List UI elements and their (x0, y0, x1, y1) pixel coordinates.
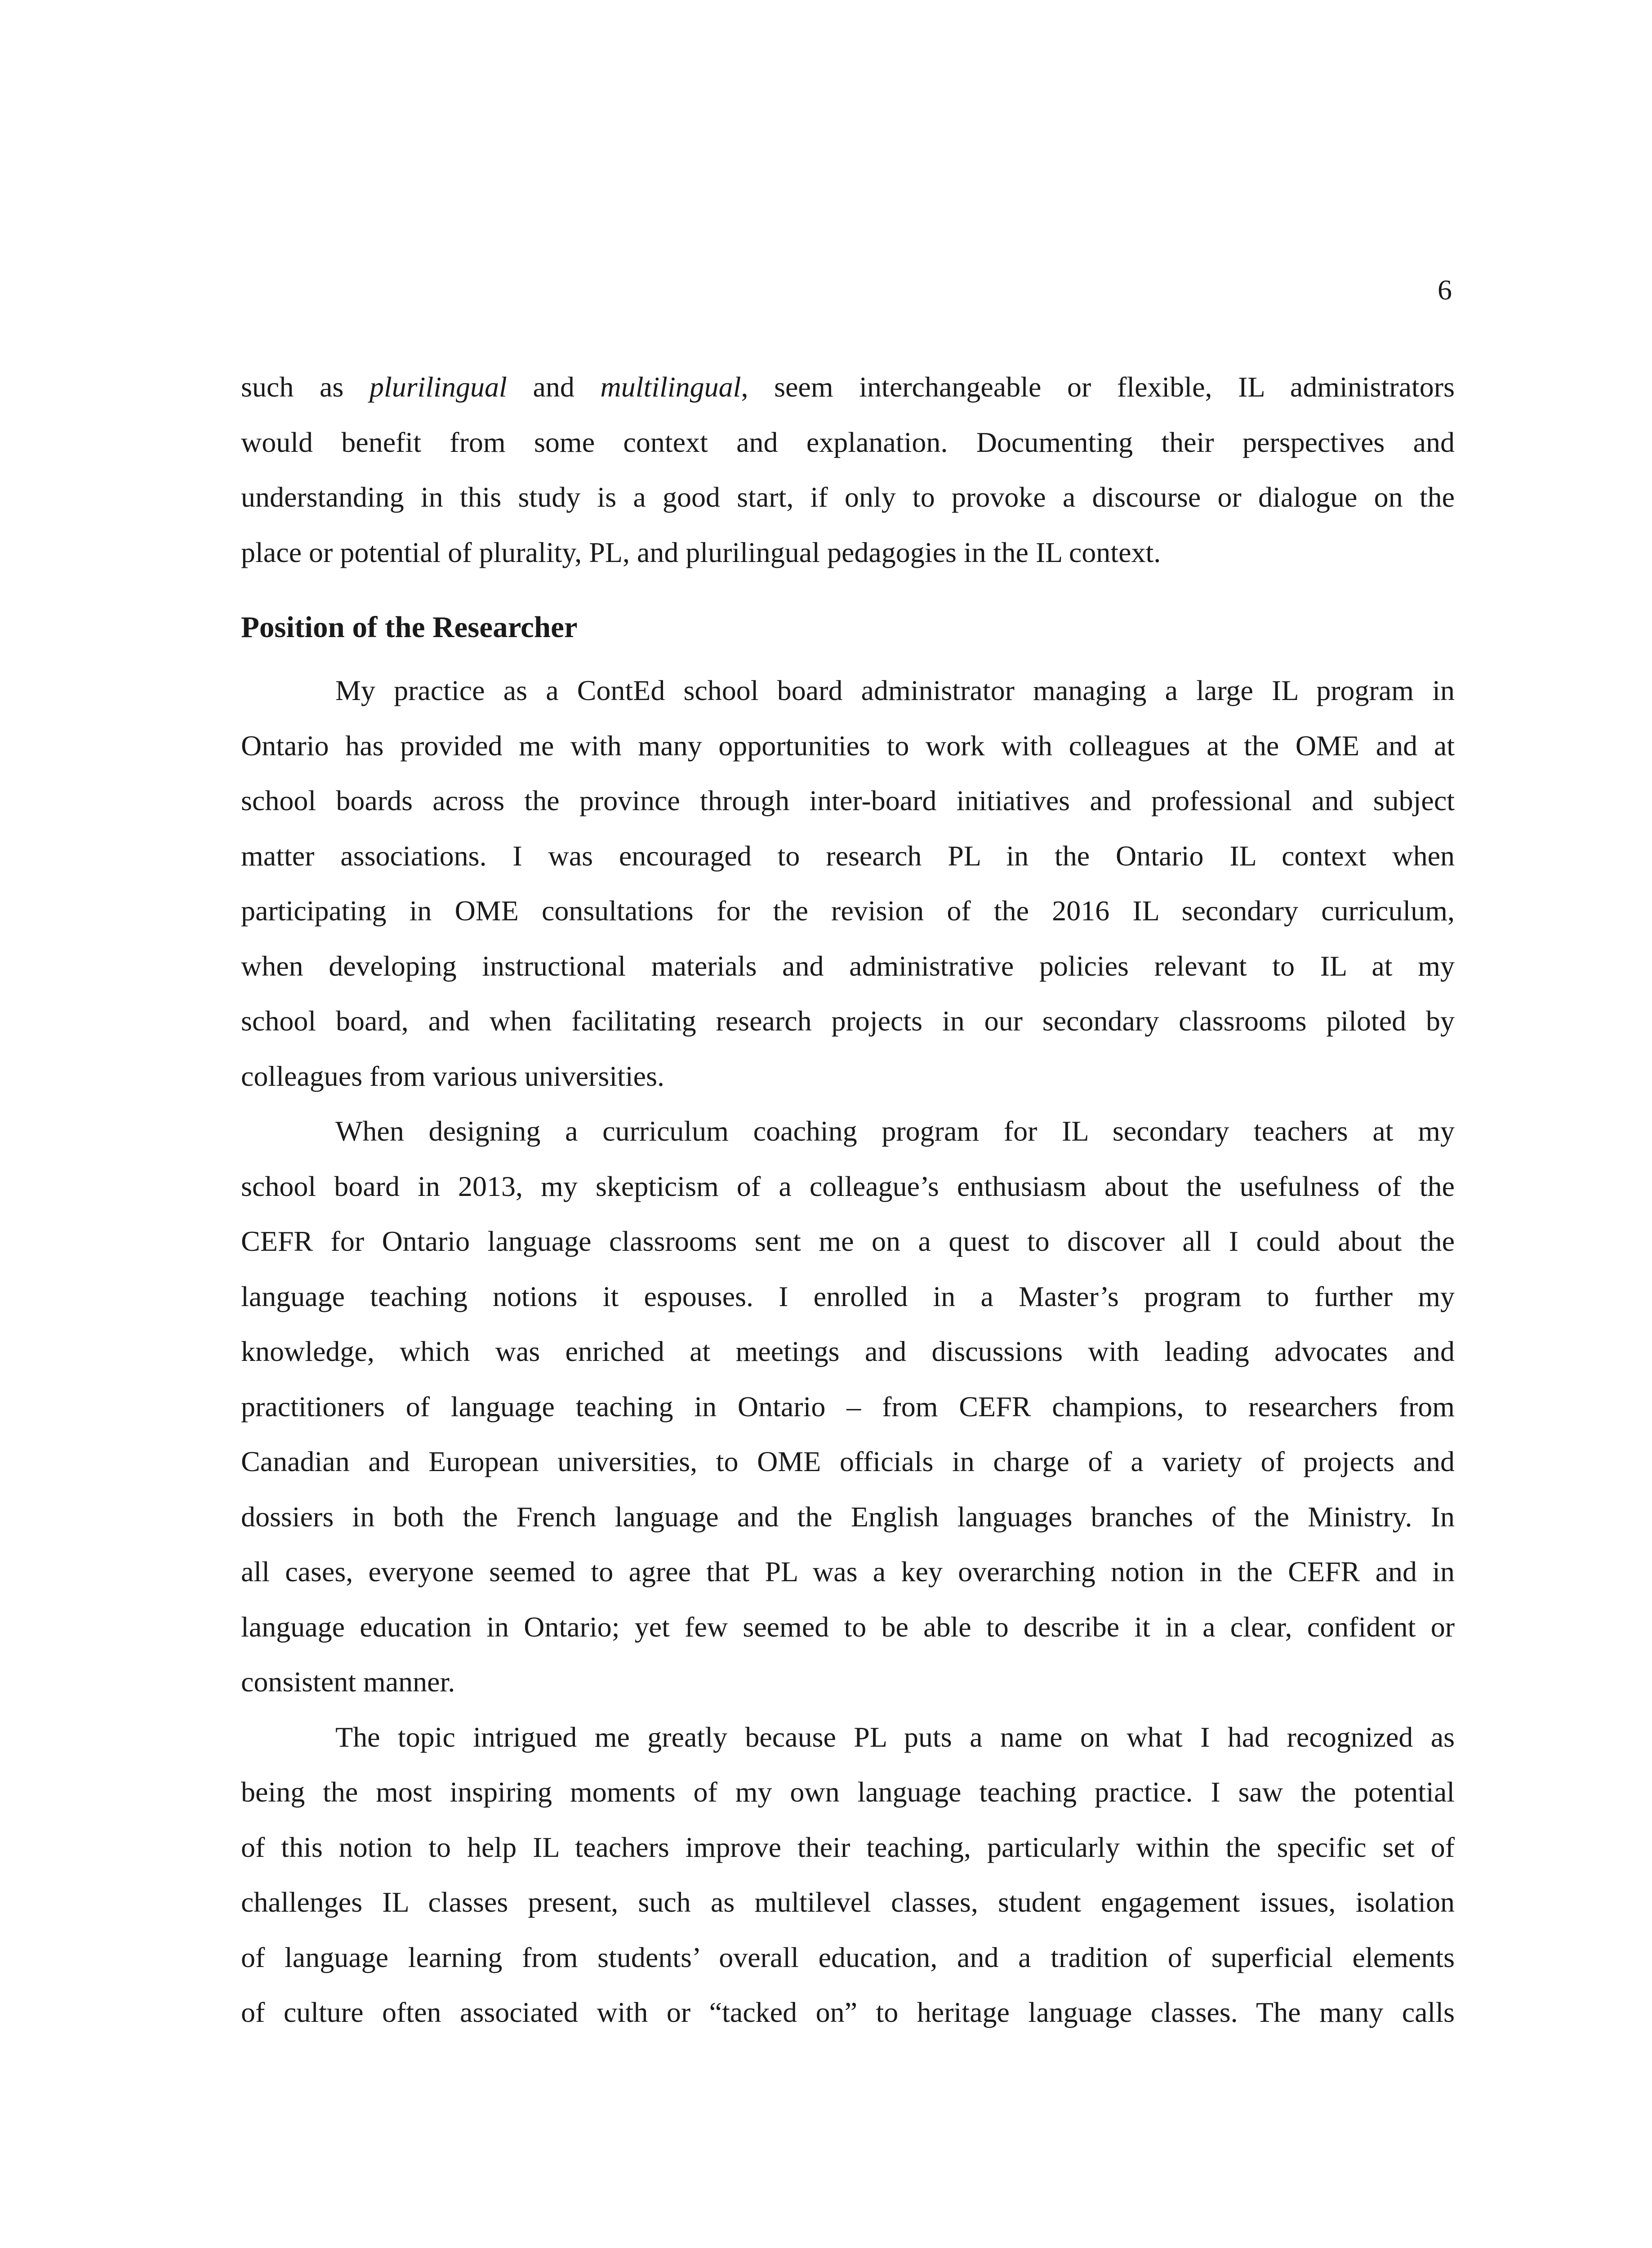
paragraph-topic (241, 1710, 1455, 2040)
document-body (241, 360, 1455, 2040)
text-line: such as plurilingual and multilingual, seem interchangeable or flexible, IL administrators (241, 371, 1455, 403)
paragraph-practice (241, 663, 1455, 1104)
text-line: participating in OME consultations for the revision of the 2016 IL secondary curriculum, (241, 895, 1455, 927)
text-line: practitioners of language teaching in Ontario – from CEFR champions, to researchers from (241, 1390, 1455, 1423)
text-line: Ontario has provided me with many opportunities to work with colleagues at the OME and at (241, 729, 1455, 762)
text-line: language teaching notions it espouses. I enrolled in a Master’s program to further my (241, 1280, 1455, 1312)
italic-term: multilingual (600, 371, 741, 403)
text-line: challenges IL classes present, such as multilevel classes, student engagement issues, isolation (241, 1886, 1455, 1918)
text-line: Canadian and European universities, to OME officials in charge of a variety of projects and (241, 1445, 1455, 1477)
text-line: matter associations. I was encouraged to research PL in the Ontario IL context when (241, 839, 1455, 872)
text-line: CEFR for Ontario language classrooms sent me on a quest to discover all I could about the (241, 1225, 1455, 1257)
paragraph-continuation (241, 360, 1455, 580)
text-line: of this notion to help IL teachers improve their teaching, particularly within the specific set of (241, 1831, 1455, 1863)
text-line: would benefit from some context and explanation. Documenting their perspectives and (241, 426, 1455, 458)
section-heading: Position of the Researcher (241, 611, 578, 644)
text-line: school board, and when facilitating research projects in our secondary classrooms piloted by (241, 1005, 1455, 1037)
italic-term: plurilingual (369, 371, 507, 403)
text-line: school board in 2013, my skepticism of a colleague’s enthusiasm about the usefulness of the (241, 1170, 1455, 1202)
text-line: of language learning from students’ overall education, and a tradition of superficial elements (241, 1941, 1455, 1973)
text-line: consistent manner. (241, 1666, 455, 1698)
text-line: language education in Ontario; yet few seemed to be able to describe it in a clear, confident or (241, 1610, 1455, 1643)
text-line: dossiers in both the French language and the English languages branches of the Ministry. In (241, 1500, 1455, 1533)
page-number: 6 (1438, 274, 1452, 306)
text-line: colleagues from various universities. (241, 1060, 664, 1092)
text-line: place or potential of plurality, PL, and plurilingual pedagogies in the IL context. (241, 536, 1161, 568)
text-line: understanding in this study is a good start, if only to provoke a discourse or dialogue on the (241, 481, 1455, 513)
text-line: When designing a curriculum coaching program for IL secondary teachers at my (335, 1115, 1455, 1147)
text-line: The topic intrigued me greatly because PL puts a name on what I had recognized as (335, 1721, 1455, 1753)
text-line: school boards across the province through inter-board initiatives and professional and subject (241, 785, 1455, 816)
text-line: when developing instructional materials and administrative policies relevant to IL at my (241, 950, 1455, 982)
text-line: of culture often associated with or “tacked on” to heritage language classes. The many calls (241, 1996, 1455, 2028)
text-line: knowledge, which was enriched at meetings and discussions with leading advocates and (241, 1335, 1455, 1367)
text-line: all cases, everyone seemed to agree that PL was a key overarching notion in the CEFR and in (241, 1556, 1455, 1588)
text-line: My practice as a ContEd school board administrator managing a large IL program in (335, 674, 1455, 706)
text-line: being the most inspiring moments of my own language teaching practice. I saw the potential (241, 1776, 1455, 1808)
paragraph-coaching (241, 1104, 1455, 1710)
